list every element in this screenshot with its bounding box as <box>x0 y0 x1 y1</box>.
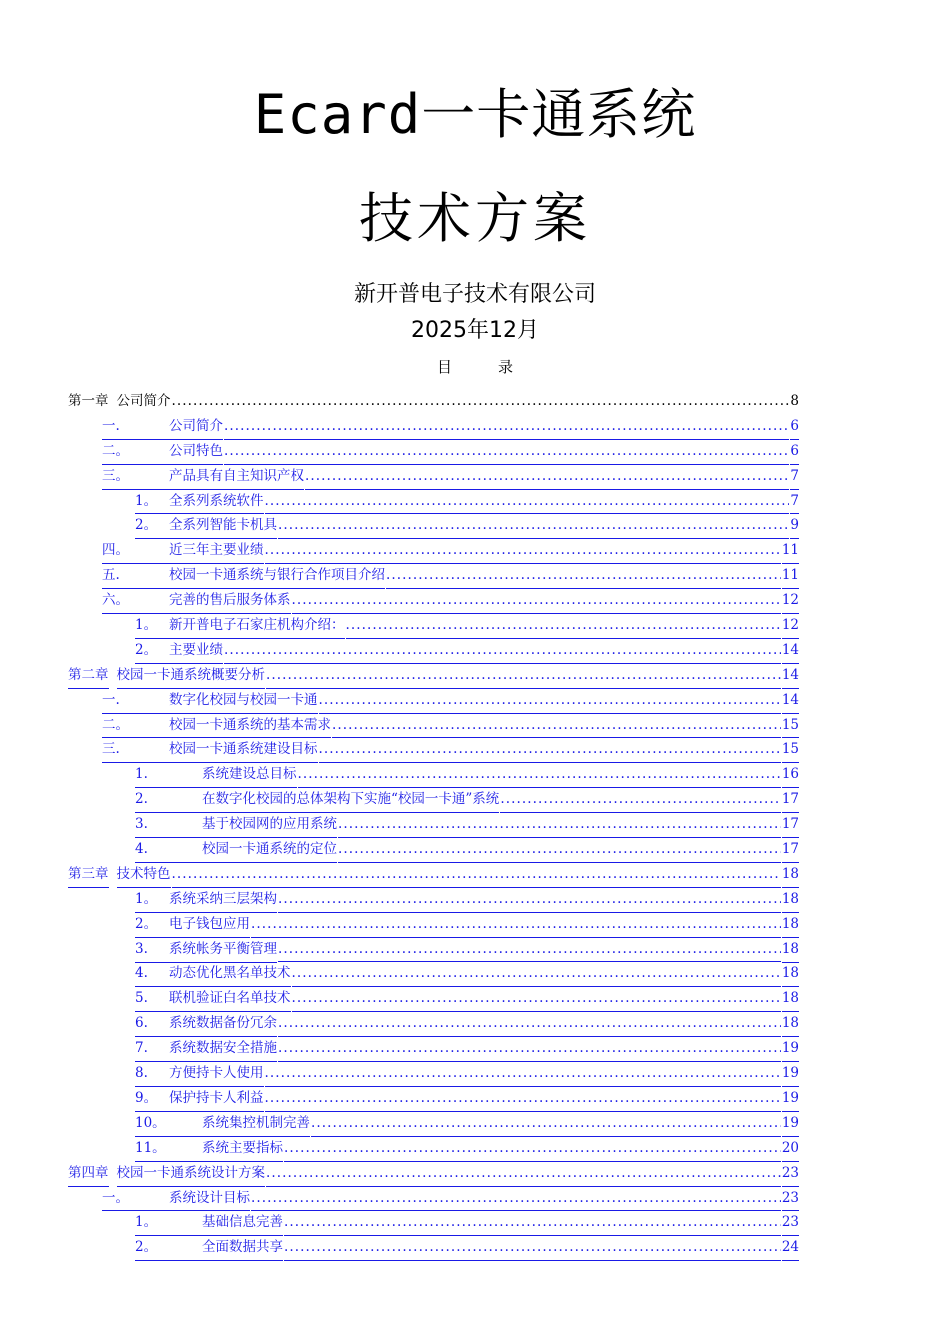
toc-entry-number: 一. <box>102 688 169 714</box>
toc-entry-page: 18 <box>782 986 799 1012</box>
toc-dot-leader <box>311 1111 781 1137</box>
toc-entry-label: 新开普电子石家庄机构介绍： <box>169 613 345 639</box>
toc-dot-leader <box>278 513 789 539</box>
toc-entry-number: 1。 <box>135 1210 202 1236</box>
toc-entry-subsection[interactable] <box>68 887 799 912</box>
toc-dot-leader <box>251 1186 781 1212</box>
toc-dot-leader <box>172 862 781 888</box>
toc-entry-page: 18 <box>782 912 799 938</box>
toc-entry-number: 二。 <box>102 713 169 739</box>
toc-entry-label: 校园一卡通系统与银行合作项目介绍 <box>169 563 385 589</box>
toc-dot-leader <box>265 489 790 515</box>
toc-entry-page: 17 <box>782 812 799 838</box>
toc-entry-subsection[interactable] <box>68 489 799 514</box>
toc-entry-chapter[interactable] <box>68 1161 799 1186</box>
toc-entry-page: 7 <box>790 489 799 515</box>
toc-entry-page: 23 <box>782 1186 799 1212</box>
toc-entry-number: 二。 <box>102 439 169 465</box>
toc-entry-label: 在数字化校园的总体架构下实施“校园一卡通”系统 <box>202 787 499 813</box>
table-of-contents <box>68 389 799 1260</box>
toc-entry-page: 18 <box>782 937 799 963</box>
toc-dot-leader <box>298 762 781 788</box>
toc-entry-number: 五. <box>102 563 169 589</box>
toc-entry-number: 四。 <box>102 538 169 564</box>
toc-entry-number: 4. <box>135 837 202 863</box>
toc-dot-leader <box>278 937 781 963</box>
toc-entry-section[interactable] <box>68 588 799 613</box>
toc-entry-section[interactable] <box>68 1186 799 1211</box>
toc-dot-leader <box>224 439 789 465</box>
toc-entry-label: 联机验证白名单技术 <box>169 986 291 1012</box>
toc-entry-number: 三。 <box>102 464 169 490</box>
toc-entry-section[interactable] <box>68 713 799 738</box>
toc-entry-number: 第三章 <box>68 862 109 888</box>
toc-entry-subsection[interactable] <box>68 1235 799 1260</box>
toc-entry-number: 2。 <box>135 513 169 539</box>
toc-entry-subsection[interactable] <box>68 837 799 862</box>
toc-entry-label: 公司简介 <box>169 414 223 440</box>
toc-entry-subsection[interactable] <box>68 1136 799 1161</box>
toc-entry-number: 2。 <box>135 638 169 664</box>
toc-entry-label: 方便持卡人使用 <box>169 1061 264 1087</box>
toc-entry-number: 3. <box>135 812 202 838</box>
toc-dot-leader <box>265 538 781 564</box>
toc-entry-label: 技术特色 <box>117 862 171 888</box>
toc-entry-page: 9 <box>790 513 799 539</box>
toc-entry-label: 全面数据共享 <box>202 1235 283 1261</box>
toc-dot-leader <box>292 588 781 614</box>
company-name: 新开普电子技术有限公司 <box>353 282 596 307</box>
toc-entry-label: 全系列系统软件 <box>169 489 264 515</box>
document-subtitle: 技术方案 <box>359 187 591 250</box>
toc-entry-label: 公司特色 <box>169 439 223 465</box>
toc-entry-subsection[interactable] <box>68 1086 799 1111</box>
toc-entry-page: 23 <box>782 1210 799 1236</box>
toc-dot-leader <box>332 713 781 739</box>
toc-entry-label: 校园一卡通系统的基本需求 <box>169 713 331 739</box>
toc-dot-leader <box>292 961 781 987</box>
toc-entry-page: 20 <box>782 1136 799 1162</box>
toc-entry-label: 校园一卡通系统的定位 <box>202 837 337 863</box>
toc-entry-chapter[interactable] <box>68 862 799 887</box>
toc-dot-leader <box>292 986 781 1012</box>
toc-entry-page: 17 <box>782 837 799 863</box>
toc-entry-label: 系统数据安全措施 <box>169 1036 277 1062</box>
toc-entry-subsection[interactable] <box>68 1210 799 1235</box>
toc-entry-page: 14 <box>782 663 799 689</box>
toc-entry-page: 11 <box>782 563 799 589</box>
toc-entry-subsection[interactable] <box>68 912 799 937</box>
toc-entry-label: 动态优化黑名单技术 <box>169 961 291 987</box>
toc-entry-subsection[interactable] <box>68 613 799 638</box>
toc-dot-leader <box>338 837 781 863</box>
toc-entry-label: 公司简介 <box>116 393 171 409</box>
toc-entry-section[interactable] <box>68 737 799 762</box>
toc-entry-chapter[interactable] <box>68 389 799 414</box>
toc-entry-number: 三. <box>102 737 169 763</box>
toc-entry-subsection[interactable] <box>68 1011 799 1036</box>
toc-entry-label: 数字化校园与校园一卡通 <box>169 688 318 714</box>
toc-entry-label: 系统设计目标 <box>169 1186 250 1212</box>
toc-dot-leader <box>338 812 781 838</box>
toc-entry-page: 15 <box>782 713 799 739</box>
toc-dot-leader <box>172 389 790 414</box>
toc-entry-page: 19 <box>782 1061 799 1087</box>
toc-entry-page: 11 <box>782 538 799 564</box>
toc-entry-number: 1。 <box>135 489 169 515</box>
toc-heading-left: 目 <box>436 358 452 376</box>
toc-entry-label: 基于校园网的应用系统 <box>202 812 337 838</box>
toc-entry-number: 1。 <box>135 887 169 913</box>
toc-entry-page: 19 <box>782 1086 799 1112</box>
toc-entry-section[interactable] <box>68 688 799 713</box>
toc-entry-subsection[interactable] <box>68 1036 799 1061</box>
toc-entry-label: 系统主要指标 <box>202 1136 283 1162</box>
toc-entry-page: 18 <box>782 887 799 913</box>
toc-entry-number: 一. <box>102 414 169 440</box>
toc-entry-section[interactable] <box>68 563 799 588</box>
toc-entry-page: 16 <box>782 762 799 788</box>
toc-entry-subsection[interactable] <box>68 1061 799 1086</box>
toc-entry-subsection[interactable] <box>68 787 799 812</box>
toc-dot-leader <box>278 887 781 913</box>
toc-entry-label: 近三年主要业绩 <box>169 538 264 564</box>
toc-entry-label: 校园一卡通系统设计方案 <box>117 1161 266 1187</box>
toc-entry-page: 24 <box>782 1235 799 1261</box>
toc-entry-page: 19 <box>782 1111 799 1137</box>
toc-dot-leader <box>265 1086 781 1112</box>
toc-entry-page: 23 <box>782 1161 799 1187</box>
toc-entry-number: 6. <box>135 1011 169 1037</box>
toc-dot-leader <box>319 737 781 763</box>
toc-entry-section[interactable] <box>68 464 799 489</box>
toc-entry-number: 4. <box>135 961 169 987</box>
toc-entry-label: 系统帐务平衡管理 <box>169 937 277 963</box>
toc-entry-number: 5. <box>135 986 169 1012</box>
toc-entry-label: 校园一卡通系统建设目标 <box>169 737 318 763</box>
toc-entry-number: 1. <box>135 762 202 788</box>
toc-entry-label: 完善的售后服务体系 <box>169 588 291 614</box>
toc-entry-subsection[interactable] <box>68 762 799 787</box>
toc-dot-leader <box>284 1136 781 1162</box>
toc-entry-page: 8 <box>790 393 799 409</box>
toc-entry-number: 2。 <box>135 912 169 938</box>
toc-entry-chapter[interactable] <box>68 663 799 688</box>
toc-dot-leader <box>278 1036 781 1062</box>
toc-entry-page: 18 <box>782 961 799 987</box>
toc-entry-number: 六。 <box>102 588 169 614</box>
toc-entry-number: 2. <box>135 787 202 813</box>
toc-entry-label: 系统数据备份冗余 <box>169 1011 277 1037</box>
toc-entry-label: 保护持卡人利益 <box>169 1086 264 1112</box>
toc-entry-page: 12 <box>782 588 799 614</box>
toc-dot-leader <box>500 787 781 813</box>
toc-entry-label: 系统建设总目标 <box>202 762 297 788</box>
toc-dot-leader <box>284 1210 781 1236</box>
toc-entry-number: 11。 <box>135 1136 202 1162</box>
toc-entry-label: 系统采纳三层架构 <box>169 887 277 913</box>
toc-dot-leader <box>224 638 781 664</box>
toc-entry-number: 10。 <box>135 1111 202 1137</box>
toc-dot-leader <box>305 464 789 490</box>
toc-entry-number: 1。 <box>135 613 169 639</box>
toc-entry-label: 主要业绩 <box>169 638 223 664</box>
toc-dot-leader <box>266 1161 781 1187</box>
toc-entry-page: 14 <box>782 688 799 714</box>
toc-dot-leader <box>284 1235 781 1261</box>
toc-entry-page: 18 <box>782 862 799 888</box>
toc-dot-leader <box>278 1011 781 1037</box>
toc-entry-subsection[interactable] <box>68 638 799 663</box>
toc-entry-page: 6 <box>790 439 799 465</box>
toc-entry-number: 3. <box>135 937 169 963</box>
toc-entry-label: 电子钱包应用 <box>169 912 250 938</box>
toc-dot-leader <box>251 912 781 938</box>
toc-entry-subsection[interactable] <box>68 937 799 962</box>
toc-entry-page: 12 <box>782 613 799 639</box>
document-date: 2025年12月 <box>411 318 539 343</box>
document-title: Ecard一卡通系统 <box>253 83 697 146</box>
toc-entry-number: 一。 <box>102 1186 169 1212</box>
toc-entry-number: 9。 <box>135 1086 169 1112</box>
toc-entry-number: 第二章 <box>68 663 109 689</box>
toc-entry-subsection[interactable] <box>68 1111 799 1136</box>
toc-entry-page: 6 <box>790 414 799 440</box>
toc-entry-section[interactable] <box>68 538 799 563</box>
toc-entry-page: 19 <box>782 1036 799 1062</box>
toc-dot-leader <box>266 663 781 689</box>
toc-entry-number: 2。 <box>135 1235 202 1261</box>
toc-heading-right: 录 <box>498 358 514 376</box>
toc-entry-page: 15 <box>782 737 799 763</box>
toc-entry-label: 全系列智能卡机具 <box>169 513 277 539</box>
toc-entry-subsection[interactable] <box>68 513 799 538</box>
toc-entry-label: 校园一卡通系统概要分析 <box>117 663 266 689</box>
toc-entry-number: 7. <box>135 1036 169 1062</box>
toc-entry-page: 7 <box>790 464 799 490</box>
toc-entry-number: 8. <box>135 1061 169 1087</box>
toc-dot-leader <box>386 563 781 589</box>
toc-entry-section[interactable] <box>68 439 799 464</box>
toc-dot-leader <box>319 688 781 714</box>
toc-entry-page: 18 <box>782 1011 799 1037</box>
toc-dot-leader <box>265 1061 781 1087</box>
toc-entry-label: 产品具有自主知识产权 <box>169 464 304 490</box>
toc-heading <box>0 356 950 378</box>
toc-entry-subsection[interactable] <box>68 961 799 986</box>
toc-dot-leader <box>346 613 781 639</box>
toc-entry-number: 第四章 <box>68 1161 109 1187</box>
toc-dot-leader <box>224 414 789 440</box>
toc-entry-label: 基础信息完善 <box>202 1210 283 1236</box>
toc-entry-number: 第一章 <box>68 393 109 409</box>
toc-entry-subsection[interactable] <box>68 812 799 837</box>
toc-entry-page: 17 <box>782 787 799 813</box>
toc-entry-label: 系统集控机制完善 <box>202 1111 310 1137</box>
toc-entry-section[interactable] <box>68 414 799 439</box>
toc-entry-page: 14 <box>782 638 799 664</box>
toc-entry-subsection[interactable] <box>68 986 799 1011</box>
